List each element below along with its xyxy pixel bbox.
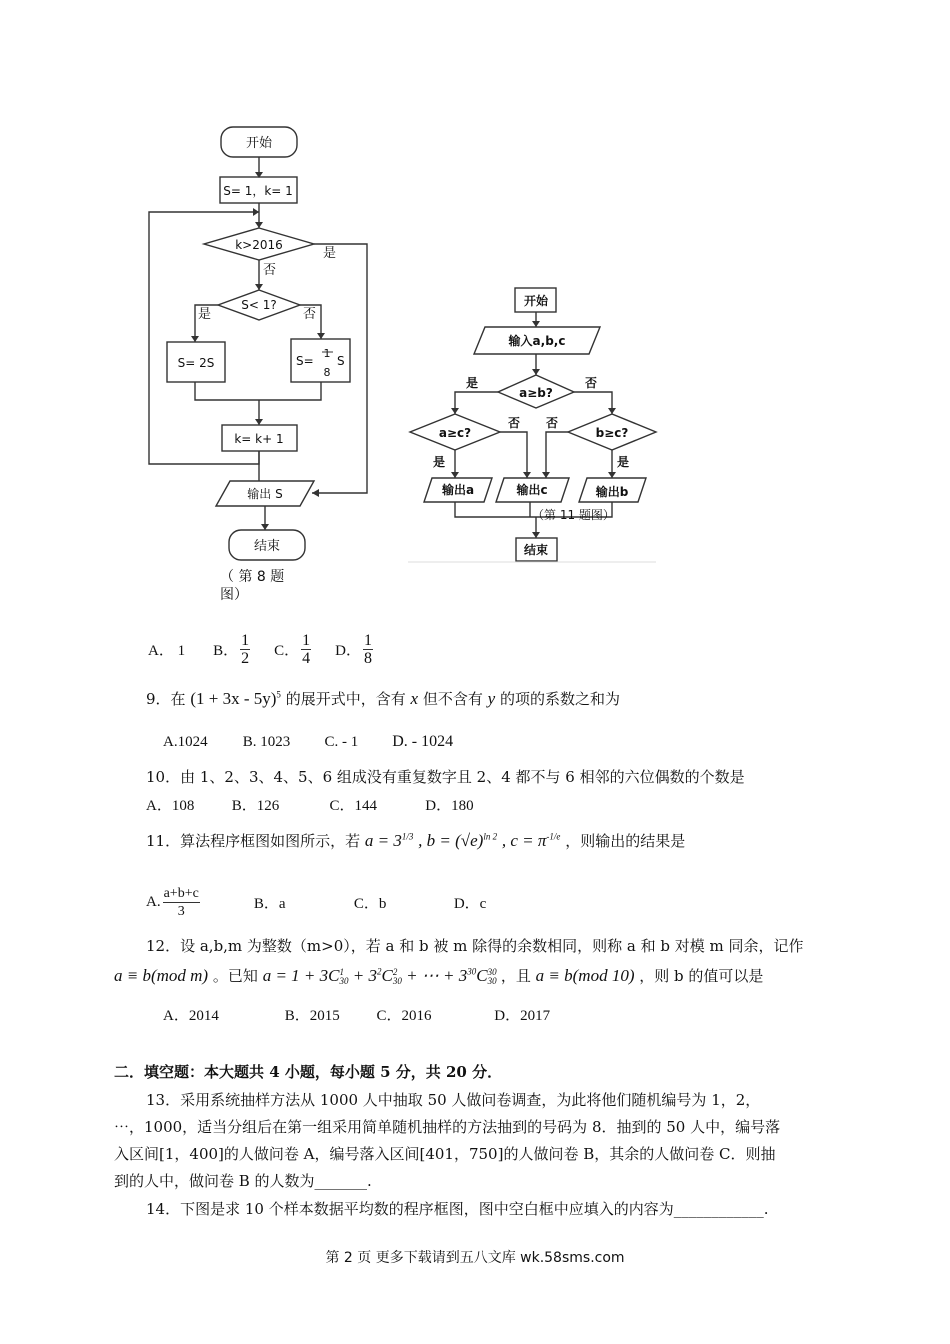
fig11-out-b-label: 输出b (595, 485, 629, 499)
q8-option-a: A． 1 (148, 642, 186, 659)
q8-option-d-label: D． (335, 642, 361, 659)
q11-options (146, 880, 486, 924)
q9-exp: 5 (276, 689, 281, 700)
fig8-right-box-den: 8 (323, 366, 331, 379)
page-footer: 第 2 页 更多下载请到五八文库 wk.58sms.com (325, 1250, 625, 1266)
fig8-cond1-label: k>2016 (235, 238, 283, 252)
q9-mid2: 但不含有 (422, 690, 483, 708)
fig8-output-label: 输出 S (247, 487, 283, 501)
q12-sub30-a: 30 (339, 976, 349, 987)
q11-a-num: a+b+c (163, 885, 199, 901)
q8-b-den: 2 (241, 649, 250, 667)
fig11-out-c-label: 输出c (516, 483, 548, 497)
q12-known: 。已知 (212, 967, 258, 985)
fig11-no-label-2: 否 (508, 416, 521, 430)
fig8-left-box-label: S= 2S (177, 356, 215, 370)
q8-d-den: 8 (363, 649, 372, 667)
q8-d-num: 1 (363, 631, 372, 649)
fig11-start-label: 开始 (523, 294, 549, 308)
q10-stem: 10．由 1、2、3、4、5、6 组成没有重复数字且 2、4 都不与 6 相邻的六位偶数的个数是 (146, 768, 745, 786)
fig11-cond-ab-label: a≥b? (519, 386, 553, 400)
fig8-right-box-prefix: S= (296, 354, 314, 368)
q11-prefix: 11．算法程序框图如图所示，若 (146, 832, 361, 850)
fig8-cond2-label: S< 1? (241, 298, 277, 312)
q8-options (148, 628, 375, 670)
q10-option-d: D．180 (425, 798, 474, 814)
q8-option-c-label: C． (274, 642, 300, 659)
q8-option-b-label: B． (213, 642, 239, 659)
fig8-end-label: 结束 (253, 539, 281, 554)
fig11-yes-label-1: 是 (466, 376, 479, 390)
q12-line2 (114, 965, 763, 986)
q12-pow30: 30 (467, 966, 477, 977)
fig8-yes-label-2: 是 (198, 307, 212, 322)
q8-option-b-frac (240, 632, 250, 667)
fig8-right-box-suffix: S (337, 354, 345, 368)
fig8-caption-line1: （ 第 8 题 (220, 569, 285, 585)
fig8-caption-line2: 图） (220, 587, 248, 603)
fig11-input-label: 输入a,b,c (508, 334, 566, 348)
q12-suffix: ，则 b 的值可以是 (639, 967, 764, 985)
q12-sub30-b: 30 (392, 976, 402, 987)
q11-b-exp: ln 2 (483, 831, 498, 842)
q11-option-a-label: A. (146, 893, 161, 910)
q9-var-x: x (410, 689, 419, 708)
fig8-right-box-num: 1 (323, 347, 331, 360)
fig11-caption: （第 11 题图） (532, 508, 615, 522)
fig11-no-label-1: 否 (585, 376, 598, 390)
q9-option-d: D. - 1024 (392, 733, 454, 750)
fig8-no-label-1: 否 (263, 263, 277, 278)
q9-option-c: C. - 1 (324, 734, 359, 750)
fig11-yes-label-2: 是 (433, 455, 446, 469)
q12-pow2: 2 (376, 966, 382, 977)
q12-sup2: 2 (392, 967, 398, 978)
q8-option-c-frac (301, 632, 311, 667)
fig8-no-label-2: 否 (303, 307, 317, 322)
q11-option-c: C．b (353, 895, 387, 912)
fig11-cond-bc-label: b≥c? (595, 426, 629, 440)
q11-b-expr: , $b = (√e)^{ln 2}$ (418, 831, 498, 850)
q12-option-c: C．2016 (376, 1008, 432, 1024)
q12-option-b: B．2015 (284, 1008, 340, 1024)
q12-sup1: 1 (339, 967, 344, 978)
fig8-incr-label: k= k+ 1 (234, 432, 284, 446)
fig11-end-label: 结束 (523, 543, 549, 557)
q13-line4: 到的人中，做问卷 B 的人数为_______. (114, 1172, 372, 1190)
q9-var-y: y (487, 689, 496, 708)
q8-c-num: 1 (302, 631, 311, 649)
q12-sub30-c: 30 (487, 976, 497, 987)
fig11-yes-label-3: 是 (617, 455, 630, 469)
q12-options (163, 1004, 550, 1025)
q9-prefix: 9．在 (146, 690, 186, 708)
q14-stem: 14．下图是求 10 个样本数据平均数的程序框图，图中空白框中应填入的内容为____________. (146, 1200, 769, 1218)
q12-congruence: a ≡ b(mod m) (114, 966, 209, 985)
figure-8-flowchart (140, 120, 380, 570)
q12-a-expr: a = 1 + 3C 1 30 + $3^2C$ 2 30 + ⋯ + $3^{30}C$ 30 30 (262, 966, 497, 987)
q11-c-exp: -1/e (546, 831, 561, 842)
q9-option-a: A.1024 (163, 734, 208, 750)
q9-expr: $(1 + 3x - 5y)^5$ (190, 689, 281, 708)
q10-option-a: A．108 (146, 798, 195, 814)
fig11-out-a-label: 输出a (441, 483, 475, 497)
q11-option-a-frac (163, 885, 200, 920)
fig11-no-label-3: 否 (546, 416, 559, 430)
q10-options (146, 794, 474, 815)
q9-option-b: B. 1023 (242, 734, 291, 750)
q11-a-exp: 1/3 (401, 831, 414, 842)
q12-congruence-10: a ≡ b(mod 10) (535, 966, 635, 985)
q11-option-d: D．c (453, 895, 487, 912)
q9-suffix: 的项的系数之和为 (499, 690, 620, 708)
q10-option-b: B．126 (231, 798, 280, 814)
fig8-start-label: 开始 (245, 136, 273, 151)
q9-options (163, 733, 453, 751)
q10-option-c: C．144 (329, 798, 378, 814)
q11-suffix: ，则输出的结果是 (565, 832, 686, 850)
q11-c-expr: , $c = \pi^{-1/e}$ (501, 831, 561, 850)
q9-mid1: 的展开式中，含有 (285, 690, 406, 708)
q8-b-num: 1 (241, 631, 250, 649)
q8-option-d-frac (363, 632, 373, 667)
fig8-yes-label-1: 是 (323, 246, 337, 261)
q11-option-b: B．a (253, 895, 286, 912)
q13-line2: ⋯，1000，适当分组后在第一组采用简单随机抽样的方法抽到的号码为 8．抽到的 50 人中，编号落 (114, 1118, 781, 1136)
q13-line1: 13．采用系统抽样方法从 1000 人中抽取 50 人做问卷调查，为此将他们随机编号为 1，2， (146, 1091, 761, 1109)
q9-stem (146, 688, 620, 709)
q8-c-den: 4 (302, 649, 311, 667)
q12-option-a: A．2014 (163, 1008, 219, 1024)
q11-a-expr: $a = 3^{1/3}$ (364, 831, 414, 850)
q11-a-den: 3 (177, 903, 185, 919)
figure-11-flowchart (400, 280, 670, 570)
section2-title: 二．填空题：本大题共 4 小题，每小题 5 分，共 20 分． (114, 1063, 503, 1081)
q11-stem (146, 830, 685, 851)
q12-option-d: D．2017 (494, 1008, 551, 1024)
fig8-init-label: S= 1，k= 1 (223, 184, 293, 198)
q12-line1: 12．设 a,b,m 为整数（m>0），若 a 和 b 被 m 除得的余数相同，则称 a 和 b 对模 m 同余，记作 (146, 937, 804, 955)
q12-and: ，且 (500, 967, 531, 985)
fig11-cond-ac-label: a≥c? (438, 426, 472, 440)
q13-line3: 入区间[1，400]的人做问卷 A，编号落入区间[401，750]的人做问卷 B，其余的人做问卷 C．则抽 (114, 1145, 776, 1163)
q12-sup30: 30 (487, 967, 497, 978)
